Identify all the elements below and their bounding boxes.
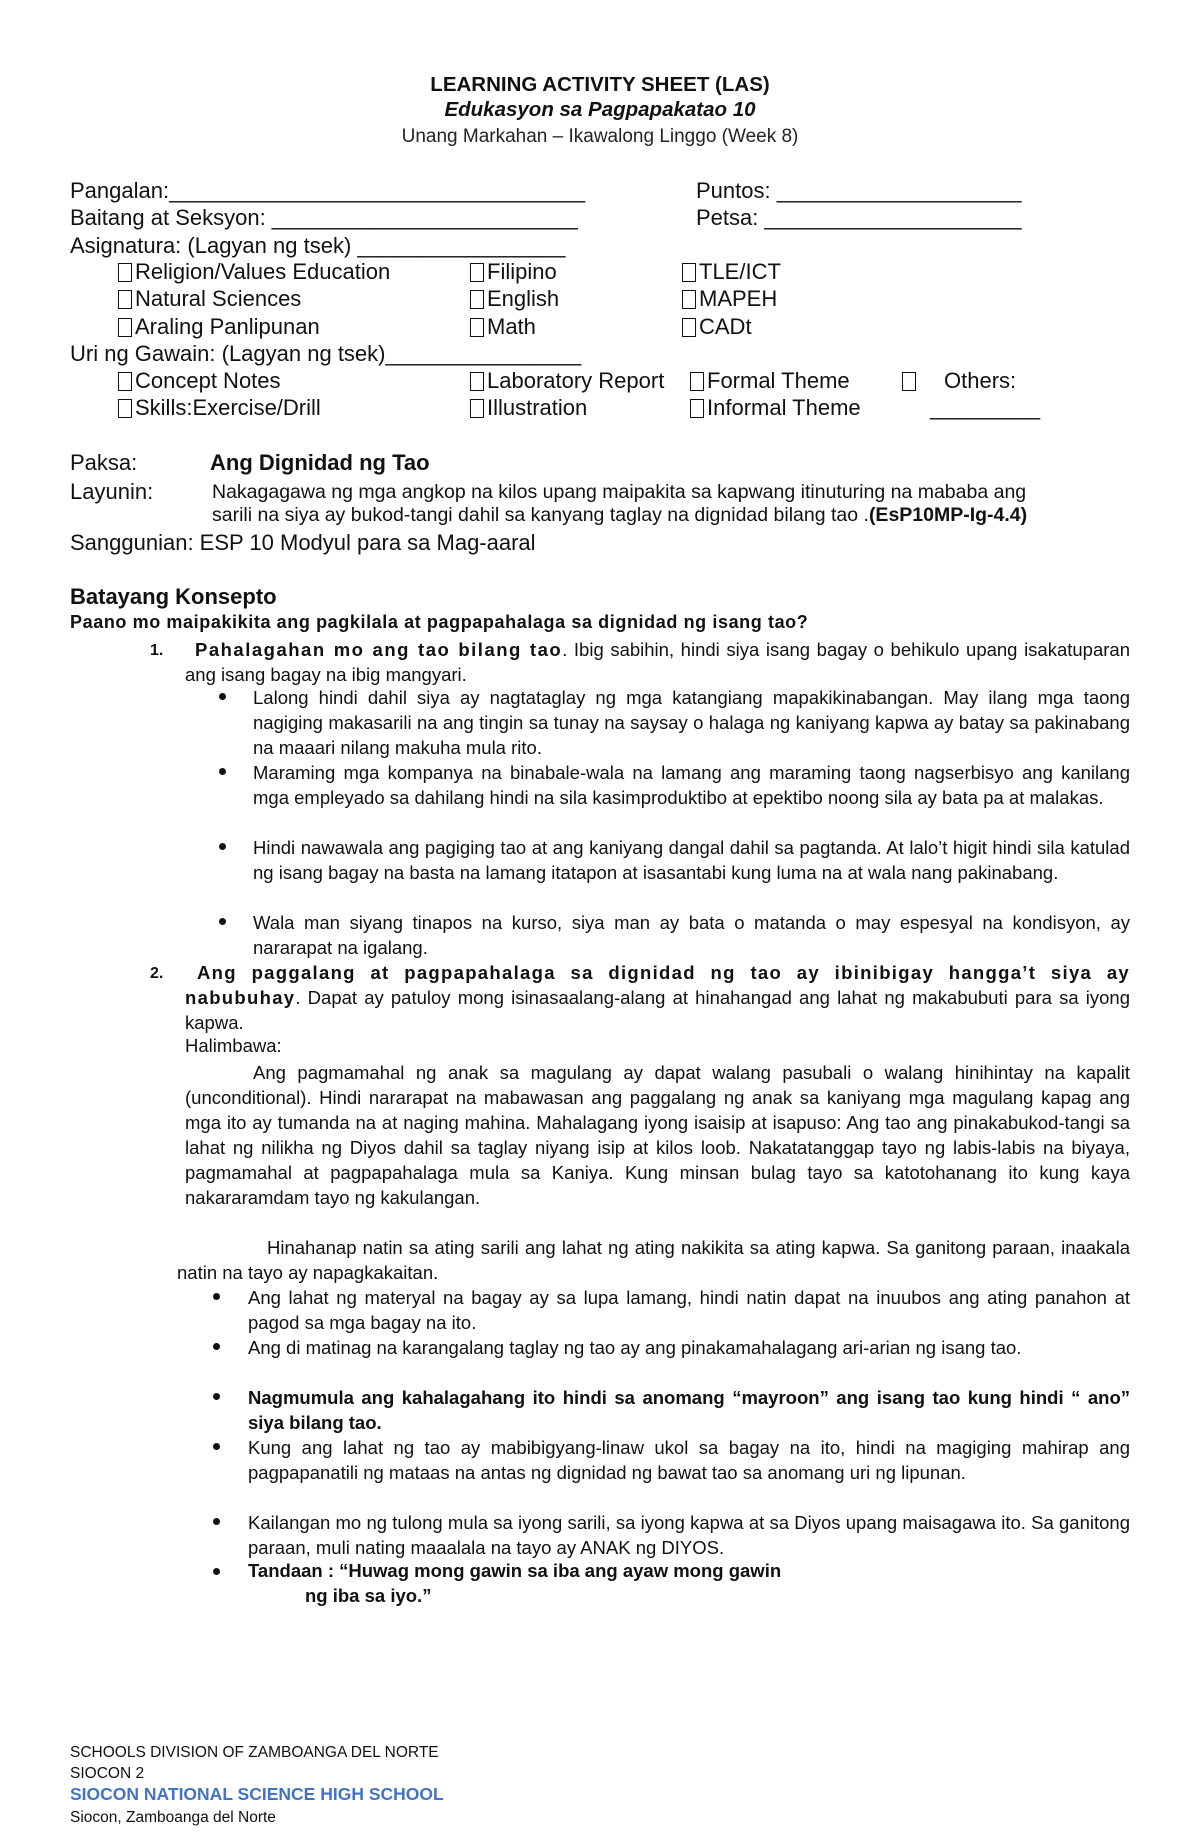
subject-filipino[interactable]: Filipino: [470, 259, 557, 285]
bullet-icon: [219, 843, 226, 850]
paksa-value: Ang Dignidad ng Tao: [210, 450, 430, 475]
layunin-code: (EsP10MP-Ig-4.4): [868, 504, 1028, 526]
item2-bullet-4: Kung ang lahat ng tao ay mabibigyang-linaw ukol sa bagay na ito, hindi na magiging mahirap ang pagpapanatili ng mataas na antas ng dignidad ng bawat tao sa anomang uri ng lipunan.: [248, 1437, 1130, 1483]
subject-english[interactable]: English: [470, 286, 559, 312]
checkbox-icon[interactable]: [470, 263, 484, 282]
bullet-icon: [219, 768, 226, 775]
petsa-field[interactable]: Petsa: _____________________: [696, 205, 1022, 230]
item1-bullet-3: Hindi nawawala ang pagiging tao at ang kaniyang dangal dahil sa pagtanda. At lalo’t higit hindi sila katulad ng isang bagay na basta na lamang itatapon at isasantabi kung luma na at wala nang pakinabang.: [253, 837, 1130, 883]
checkbox-icon[interactable]: [470, 290, 484, 309]
layunin-line2: sarili na siya ay bukod-tangi dahil sa kanyang taglay na dignidad bilang tao .(EsP10MP-Ig-4.4): [212, 504, 1028, 526]
baitang-field[interactable]: Baitang at Seksyon: _________________________: [70, 205, 578, 230]
checkbox-icon[interactable]: [682, 318, 696, 337]
subject-religion[interactable]: Religion/Values Education: [118, 259, 390, 285]
subject-natural-sciences[interactable]: Natural Sciences: [118, 286, 301, 312]
tandaan-line1: Tandaan : “Huwag mong gawin sa iba ang ayaw mong gawin: [248, 1560, 782, 1581]
item2-number: 2.: [150, 965, 164, 982]
footer-division: SCHOOLS DIVISION OF ZAMBOANGA DEL NORTE: [70, 1744, 439, 1761]
type-informal-theme[interactable]: Informal Theme: [690, 395, 861, 421]
footer-school: SIOCON NATIONAL SCIENCE HIGH SCHOOL: [70, 1784, 444, 1804]
subject-cadt[interactable]: CADt: [682, 314, 752, 340]
concept-heading: Batayang Konsepto: [70, 584, 277, 609]
item2-bullet-1: Ang lahat ng materyal na bagay ay sa lupa lamang, hindi natin dapat na inuubos ang ating panahon at pagod sa mga bagay na ito.: [248, 1287, 1130, 1333]
subject-mapeh[interactable]: MAPEH: [682, 286, 777, 312]
type-laboratory-report[interactable]: Laboratory Report: [470, 368, 664, 394]
checkbox-icon[interactable]: [470, 399, 484, 418]
type-illustration[interactable]: Illustration: [470, 395, 587, 421]
subject-title: Edukasyon sa Pagpapakatao 10: [444, 98, 756, 121]
type-formal-theme[interactable]: Formal Theme: [690, 368, 850, 394]
paksa-label: Paksa:: [70, 450, 138, 475]
checkbox-icon[interactable]: [682, 263, 696, 282]
bullet-icon: [219, 918, 226, 925]
others-blank[interactable]: _________: [930, 395, 1041, 420]
example-paragraph-1: Ang pagmamahal ng anak sa magulang ay dapat walang pasubali o walang hinihintay na kapalit (unconditional). Hindi nararapat na mabawasan ang paggalang ng anak sa kaniyang mga magulang kapag ang mga ito ay tumanda na at naging mahina. Mahalagang iyong isaisip at isapuso: Ang tao ang pinakabukod-tangi sa lahat ng nilikha ng Diyos dahil sa taglay niyang isip at kilos loob. Nakatatanggap tayo ng labis-labis na biyaya, pagmamahal at pagpapahalaga mula sa Kaniya. Kung minsan bulag tayo sa katotohanang ito kung kaya nakararamdam tayo ng kakulangan.: [185, 1062, 1130, 1208]
checkbox-icon[interactable]: [118, 318, 132, 337]
checkbox-icon[interactable]: [470, 372, 484, 391]
item1-bullet-2: Maraming mga kompanya na binabale-wala na lamang ang maraming taong nagserbisyo ang kanilang mga empleyado sa dahilang hindi na sila kasimproduktibo at epektibo noong sila ay bata pa at malakas.: [253, 762, 1130, 808]
item1-bullet-4: Wala man siyang tinapos na kurso, siya man ay bata o matanda o may espesyal na kondisyon, ay nararapat na igalang.: [253, 912, 1130, 958]
item2-bullet-5: Kailangan mo ng tulong mula sa iyong sarili, sa iyong kapwa at sa Diyos upang maisagawa ito. Sa ganitong paraan, muli nating maaalala na tayo ay ANAK ng DIYOS.: [248, 1512, 1130, 1558]
bullet-icon: [213, 1568, 220, 1575]
asignatura-field: Asignatura: (Lagyan ng tsek) _________________: [70, 233, 566, 258]
footer-district: SIOCON 2: [70, 1765, 145, 1782]
item2-bullet-2: Ang di matinag na karangalang taglay ng tao ay ang pinakamahalagang ari-arian ng isang tao.: [248, 1337, 1022, 1358]
bullet-icon: [213, 1293, 220, 1300]
quarter-week: Unang Markahan – Ikawalong Linggo (Week 8): [401, 126, 799, 147]
sanggunian: Sanggunian: ESP 10 Modyul para sa Mag-aaral: [70, 530, 536, 555]
checkbox-icon[interactable]: [682, 290, 696, 309]
checkbox-icon[interactable]: [118, 399, 132, 418]
item1-bullet-1: Lalong hindi dahil siya ay nagtataglay ng mga katangiang mapakikinabangan. May ilang mga taong nagiging makasarili na ang tingin sa tunay na saysay o halaga ng kaniyang kapwa ay batay sa pakinabang na maaari nilang makuha mula rito.: [253, 687, 1130, 758]
item1-number: 1.: [150, 642, 164, 659]
item1-text: Pahalagahan mo ang tao bilang tao. Ibig sabihin, hindi siya isang bagay o behikulo upang isakatuparan ang isang bagay na ibig mangyari.: [185, 639, 1130, 685]
halimbawa-label: Halimbawa:: [185, 1035, 282, 1056]
type-others[interactable]: Others:: [902, 368, 1016, 394]
item2-text: Ang paggalang at pagpapahalaga sa dignidad ng tao ay ibinibigay hangga’t siya ay nabubuhay. Dapat ay patuloy mong isinasaalang-alang at hinahangad ang lahat ng makabubuti para sa iyong kapwa.: [185, 962, 1130, 1033]
pangalan-field[interactable]: Pangalan:__________________________________: [70, 178, 586, 203]
uri-gawain-field: Uri ng Gawain: (Lagyan ng tsek)________________: [70, 341, 582, 366]
checkbox-icon[interactable]: [902, 372, 916, 391]
footer-address: Siocon, Zamboanga del Norte: [70, 1809, 276, 1826]
subject-math[interactable]: Math: [470, 314, 536, 340]
checkbox-icon[interactable]: [470, 318, 484, 337]
subject-araling-panlipunan[interactable]: Araling Panlipunan: [118, 314, 320, 340]
checkbox-icon[interactable]: [118, 372, 132, 391]
bullet-icon: [213, 1518, 220, 1525]
checkbox-icon[interactable]: [690, 372, 704, 391]
puntos-field[interactable]: Puntos: ____________________: [696, 178, 1022, 203]
checkbox-icon[interactable]: [118, 263, 132, 282]
bullet-icon: [213, 1343, 220, 1350]
bullet-icon: [219, 693, 226, 700]
sheet-title: LEARNING ACTIVITY SHEET (LAS): [430, 73, 770, 96]
layunin-line1: Nakagagawa ng mga angkop na kilos upang maipakita sa kapwang itinuturing na mababa ang: [212, 481, 1027, 503]
tandaan-line2: ng iba sa iyo.”: [305, 1585, 432, 1606]
example-paragraph-2: Hinahanap natin sa ating sarili ang lahat ng ating nakikita sa ating kapwa. Sa ganitong paraan, inaakala natin na tayo ay napagkakaitan.: [177, 1237, 1130, 1283]
type-skills-drill[interactable]: Skills:Exercise/Drill: [118, 395, 321, 421]
checkbox-icon[interactable]: [690, 399, 704, 418]
layunin-label: Layunin:: [70, 479, 154, 504]
bullet-icon: [213, 1393, 220, 1400]
checkbox-icon[interactable]: [118, 290, 132, 309]
subject-tle[interactable]: TLE/ICT: [682, 259, 781, 285]
concept-question: Paano mo maipakikita ang pagkilala at pagpapahalaga sa dignidad ng isang tao?: [70, 612, 809, 632]
type-concept-notes[interactable]: Concept Notes: [118, 368, 281, 394]
item2-bullet-3: Nagmumula ang kahalagahang ito hindi sa anomang “mayroon” ang isang tao kung hindi “ ano” siya bilang tao.: [248, 1387, 1130, 1433]
bullet-icon: [213, 1443, 220, 1450]
